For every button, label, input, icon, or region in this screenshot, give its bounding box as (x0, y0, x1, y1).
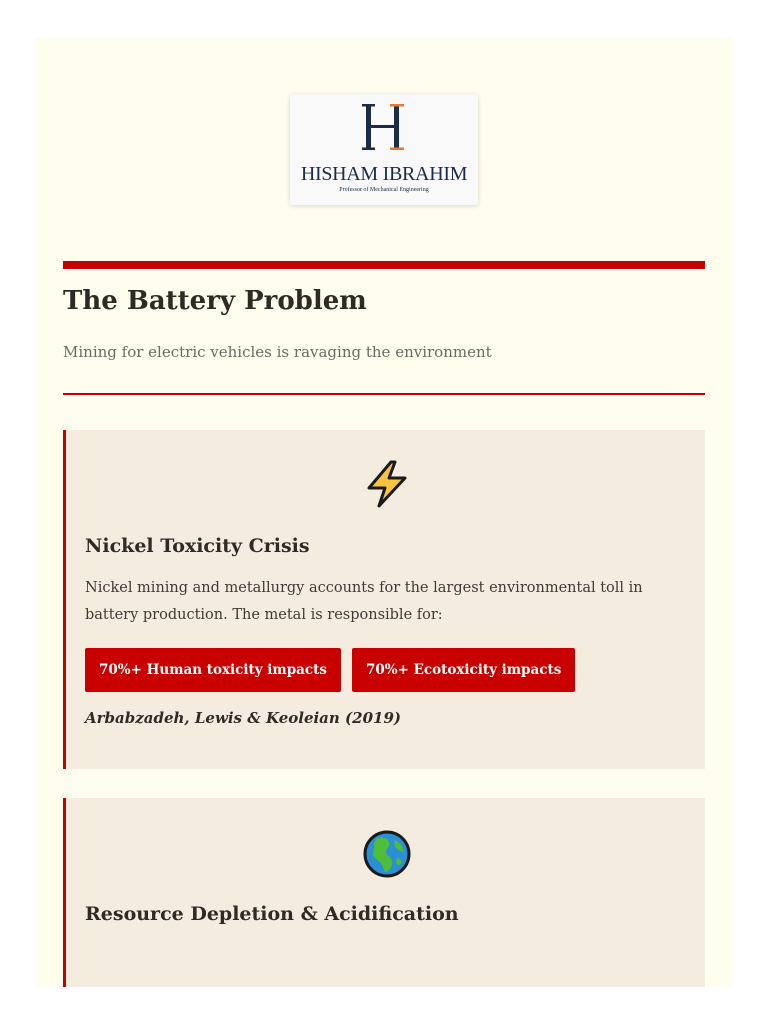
impact-badge: 70%+ Human toxicity impacts (85, 648, 341, 692)
logo-name: HISHAM IBRAHIM (300, 163, 468, 185)
page-subtitle: Mining for electric vehicles is ravaging the environment (63, 343, 492, 361)
page-title: The Battery Problem (63, 286, 367, 316)
monogram-logo-icon (290, 100, 478, 156)
section-card-nickel (63, 430, 705, 769)
header-divider (63, 393, 705, 395)
citation: Arbabzadeh, Lewis & Keoleian (2019) (85, 709, 401, 727)
impact-badges (85, 648, 575, 692)
section-title: Nickel Toxicity Crisis (85, 535, 310, 557)
logo (290, 94, 478, 205)
article-page (35, 37, 733, 987)
section-card-resources (63, 798, 705, 987)
logo-tagline: Professor of Mechanical Engineering (339, 187, 429, 193)
impact-badge: 70%+ Ecotoxicity impacts (352, 648, 575, 692)
globe-earth-icon (361, 828, 413, 880)
section-text: Nickel mining and metallurgy accounts for the largest environmental toll in battery production. The metal is responsible for: (85, 580, 643, 623)
section-title: Resource Depletion & Acidification (85, 903, 459, 925)
lightning-bolt-icon (361, 458, 413, 510)
header-top-rule (63, 261, 705, 269)
